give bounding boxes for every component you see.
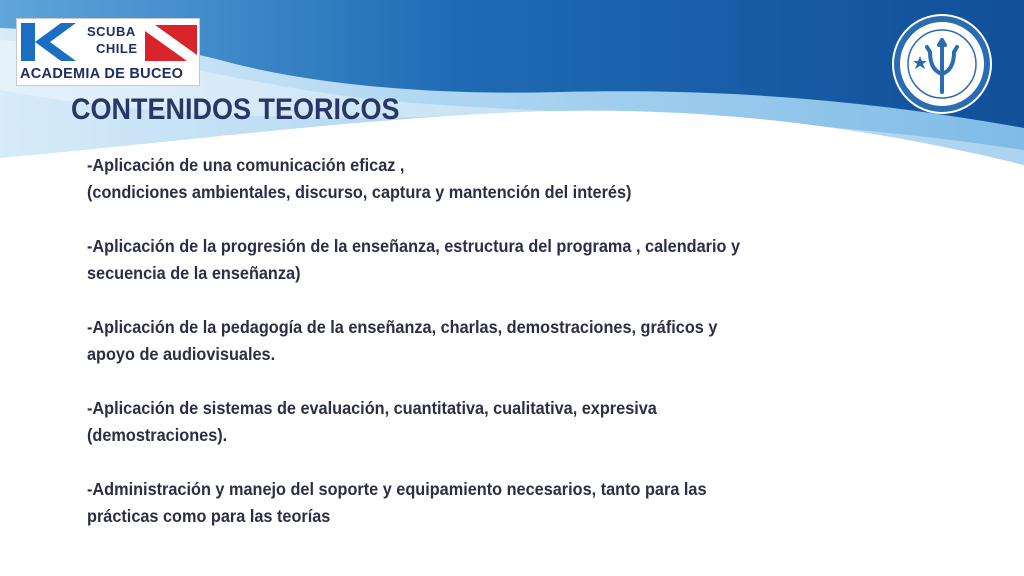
scuba-logo-k-icon: [21, 23, 77, 61]
list-item: [87, 314, 803, 368]
list-item: [87, 152, 803, 206]
logo-scuba-text: SCUBA: [87, 24, 136, 39]
logo-chile-text: CHILE: [96, 41, 138, 56]
item-line: secuencia de la enseñanza): [87, 263, 301, 283]
page-title: CONTENIDOS TEORICOS: [71, 93, 400, 126]
item-line: apoyo de audiovisuales.: [87, 344, 276, 364]
item-line: (condiciones ambientales, discurso, captura y mantención del interés): [87, 182, 632, 202]
item-line: -Aplicación de una comunicación eficaz ,: [87, 155, 405, 175]
list-item: [87, 233, 803, 287]
content-list: [87, 152, 857, 557]
scuba-chile-logo: [16, 18, 200, 86]
item-line: -Administración y manejo del soporte y equipamiento necesarios, tanto para las: [87, 479, 707, 499]
federation-emblem: [890, 12, 994, 116]
logo-academia-text: ACADEMIA DE BUCEO: [20, 66, 184, 82]
item-line: -Aplicación de la progresión de la enseñanza, estructura del programa , calendario y: [87, 236, 741, 256]
item-line: -Aplicación de sistemas de evaluación, cuantitativa, cualitativa, expresiva: [87, 398, 657, 418]
list-item: [87, 395, 803, 449]
list-item: [87, 476, 803, 530]
item-line: prácticas como para las teorías: [87, 506, 331, 526]
item-line: (demostraciones).: [87, 425, 228, 445]
dive-flag-icon: [145, 25, 197, 61]
item-line: -Aplicación de la pedagogía de la enseñanza, charlas, demostraciones, gráficos y: [87, 317, 718, 337]
